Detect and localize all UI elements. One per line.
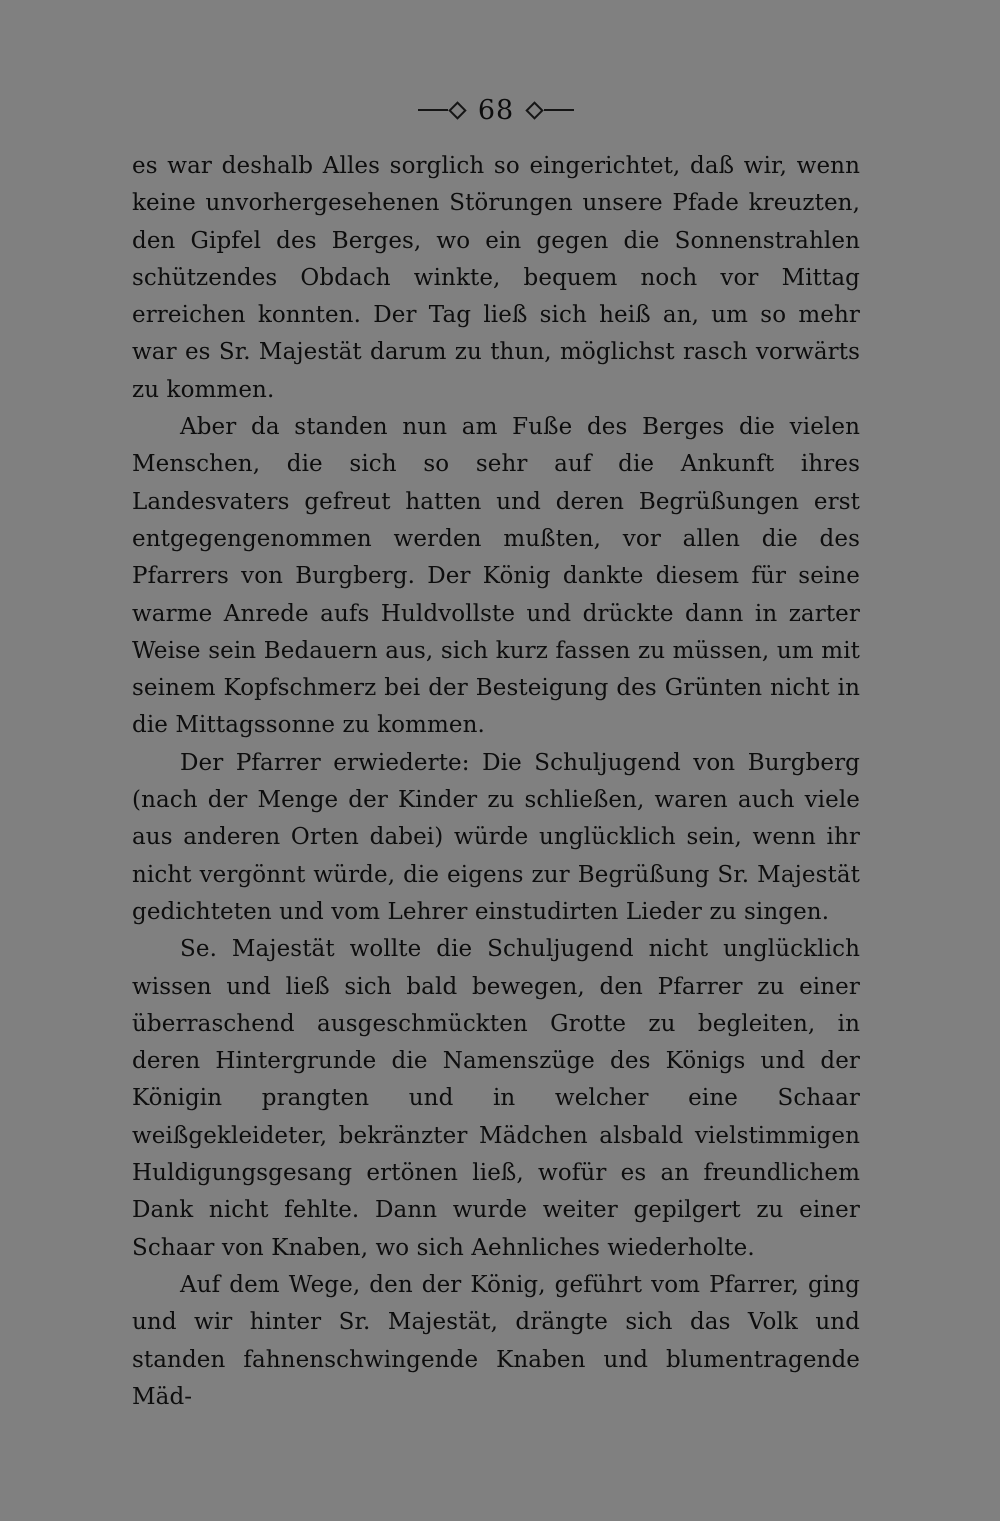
body-text [132, 148, 860, 1416]
paragraph-2: Aber da standen nun am Fuße des Berges die vielen Menschen, die sich so sehr auf die Ankunft ihres Landesvaters gefreut hatten und deren Begrüßungen erst entgegengenommen werden mußten, vor allen die des Pfarrers von Burgberg. Der König dankte diesem für seine warme Anrede aufs Huldvollste und drückte dann in zarter Weise sein Bedauern aus, sich kurz fassen zu müssen, um mit seinem Kopfschmerz bei der Besteigung des Grünten nicht in die Mittagssonne zu kommen. [132, 414, 860, 739]
paragraph-1: es war deshalb Alles sorglich so eingerichtet, daß wir, wenn keine unvorhergesehenen Störungen unsere Pfade kreuzten, den Gipfel des Berges, wo ein gegen die Sonnenstrahlen schützendes Obdach winkte, bequem noch vor Mittag erreichen konnten. Der Tag ließ sich heiß an, um so mehr war es Sr. Majestät darum zu thun, möglichst rasch vorwärts zu kommen. [132, 153, 860, 403]
ornament-right-icon [528, 104, 574, 117]
paragraph-3: Der Pfarrer erwiederte: Die Schuljugend von Burgberg (nach der Menge der Kinder zu schließen, waren auch viele aus anderen Orten dabei) würde unglücklich sein, wenn ihr nicht vergönnt würde, die eigens zur Begrüßung Sr. Majestät gedichteten und vom Lehrer einstudirten Lieder zu singen. [132, 749, 860, 925]
paragraph-4: Se. Majestät wollte die Schuljugend nicht unglücklich wissen und ließ sich bald bewegen, den Pfarrer zu einer überraschend ausgeschmückten Grotte zu begleiten, in deren Hintergrunde die Namenszüge des Königs und der Königin prangten und in welcher eine Schaar weißgekleideter, bekränzter Mädchen alsbald vielstimmigen Huldigungsgesang ertönen ließ, wofür es an freundlichem Dank nicht fehlte. Dann wurde weiter gepilgert zu einer Schaar von Knaben, wo sich Aehnliches wiederholte. [132, 936, 860, 1261]
page-number: 68 [477, 94, 515, 126]
page-header [132, 92, 860, 128]
ornament-left-icon [418, 104, 464, 117]
book-page [132, 92, 860, 1416]
paragraph-5: Auf dem Wege, den der König, geführt vom Pfarrer, ging und wir hinter Sr. Majestät, drängte sich das Volk und standen fahnenschwingende Knaben und blumentragende Mäd- [132, 1271, 860, 1410]
